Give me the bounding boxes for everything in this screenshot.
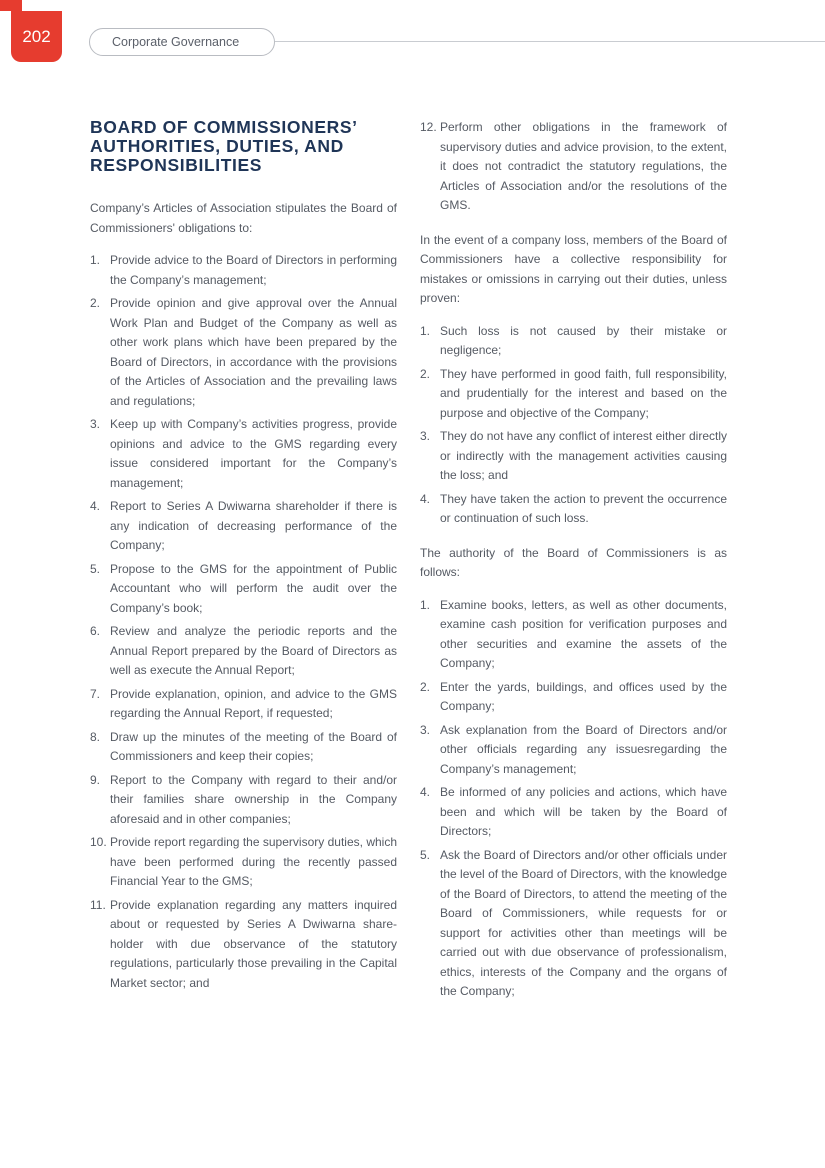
list-item: 1. Provide advice to the Board of Directors in performing the Company’s management;	[90, 253, 397, 287]
section-heading: BOARD OF COMMISSIONERS’ AUTHORITIES, DUTIES, AND RESPONSIBILITIES	[90, 117, 357, 175]
list-item: 6. Review and analyze the periodic reports and the Annual Report prepared by the Board of Directors as well as execute the Annual Report;	[90, 624, 397, 677]
page-number-badge	[11, 11, 62, 62]
header-divider	[275, 41, 825, 42]
obligations-list-continued	[420, 118, 727, 216]
list-item: 3. They do not have any conflict of interest either directly or indirectly with the management activities causing the loss; and	[420, 429, 727, 482]
left-column	[90, 118, 397, 997]
list-item: 11. Provide explanation regarding any matters inquired about or requested by Series A Dwiwarna share-holder with due observance of the statutory regulations, particularly those prevailing in the Capital Market sector; and	[90, 897, 397, 990]
loss-conditions-list	[420, 322, 727, 529]
list-item: 3. Keep up with Company’s activities progress, provide opinions and advice to the GMS regarding every issue considered important for the Company’s management;	[90, 417, 397, 490]
list-item: 10. Provide report regarding the supervisory duties, which have been performed during the recently passed Financial Year to the GMS;	[90, 835, 397, 888]
list-item: 4. They have taken the action to prevent the occurrence or continuation of such loss.	[420, 491, 727, 525]
page-badge-tab	[0, 0, 22, 11]
list-item: 8. Draw up the minutes of the meeting of the Board of Commissioners and keep their copies;	[90, 729, 397, 763]
list-item: 2. They have performed in good faith, full responsibility, and prudentially for the interest and based on the purpose and objective of the Company;	[420, 366, 727, 420]
list-item: 3. Ask explanation from the Board of Directors and/or other officials regarding any issuesregarding the Company’s management;	[420, 722, 727, 776]
list-item: 4. Be informed of any policies and actions, which have been and which will be taken by the Board of Directors;	[420, 785, 727, 838]
right-column	[420, 118, 727, 1006]
list-item: 2. Provide opinion and give approval over the Annual Work Plan and Budget of the Company as well as other work plans which have been prepared by the Board of Directors, in accordance with the provisions of the Articles of Association and the prevailing laws and regulations;	[90, 296, 397, 408]
authority-list	[420, 596, 727, 1002]
page-number: 202	[22, 26, 51, 46]
list-item: 5. Propose to the GMS for the appointment of Public Accountant who will perform the audit over the Company’s book;	[90, 561, 397, 615]
list-item: 9. Report to the Company with regard to their and/or their families share ownership in the Company aforesaid and in other companies;	[90, 772, 397, 826]
section-label-pill	[89, 28, 275, 56]
list-item: 5. Ask the Board of Directors and/or other officials under the level of the Board of Directors, with the knowledge of the Board of Directors, to attend the meeting of the Board of Commissioners, while requests for or support for activities other than meetings will be carried out with due observance of professionalism, ethics, interests of the Company and the organs of the Company;	[420, 847, 727, 998]
list-item: 12. Perform other obligations in the framework of supervisory duties and advice provision, to the extent, it does not contradict the statutory regulations, the Articles of Association and/or the resolutions of the GMS.	[420, 120, 727, 212]
authority-paragraph: The authority of the Board of Commissioners is as follows:	[420, 545, 727, 579]
list-item: 1. Such loss is not caused by their mistake or negligence;	[420, 323, 727, 357]
list-item: 2. Enter the yards, buildings, and offices used by the Company;	[420, 679, 727, 713]
intro-paragraph: Company’s Articles of Association stipulates the Board of Commissioners' obligations to:	[90, 201, 397, 235]
list-item: 4. Report to Series A Dwiwarna shareholder if there is any indication of decreasing performance of the Company;	[90, 499, 397, 552]
list-item: 7. Provide explanation, opinion, and advice to the GMS regarding the Annual Report, if requested;	[90, 686, 397, 720]
loss-paragraph: In the event of a company loss, members of the Board of Commissioners have a collective responsibility for mistakes or omissions in carrying out their duties, unless proven:	[420, 232, 727, 305]
list-item: 1. Examine books, letters, as well as other documents, examine cash position for verification purposes and other securities and examine the assets of the Company;	[420, 597, 727, 670]
section-label: Corporate Governance	[112, 35, 240, 49]
obligations-list	[90, 251, 397, 993]
